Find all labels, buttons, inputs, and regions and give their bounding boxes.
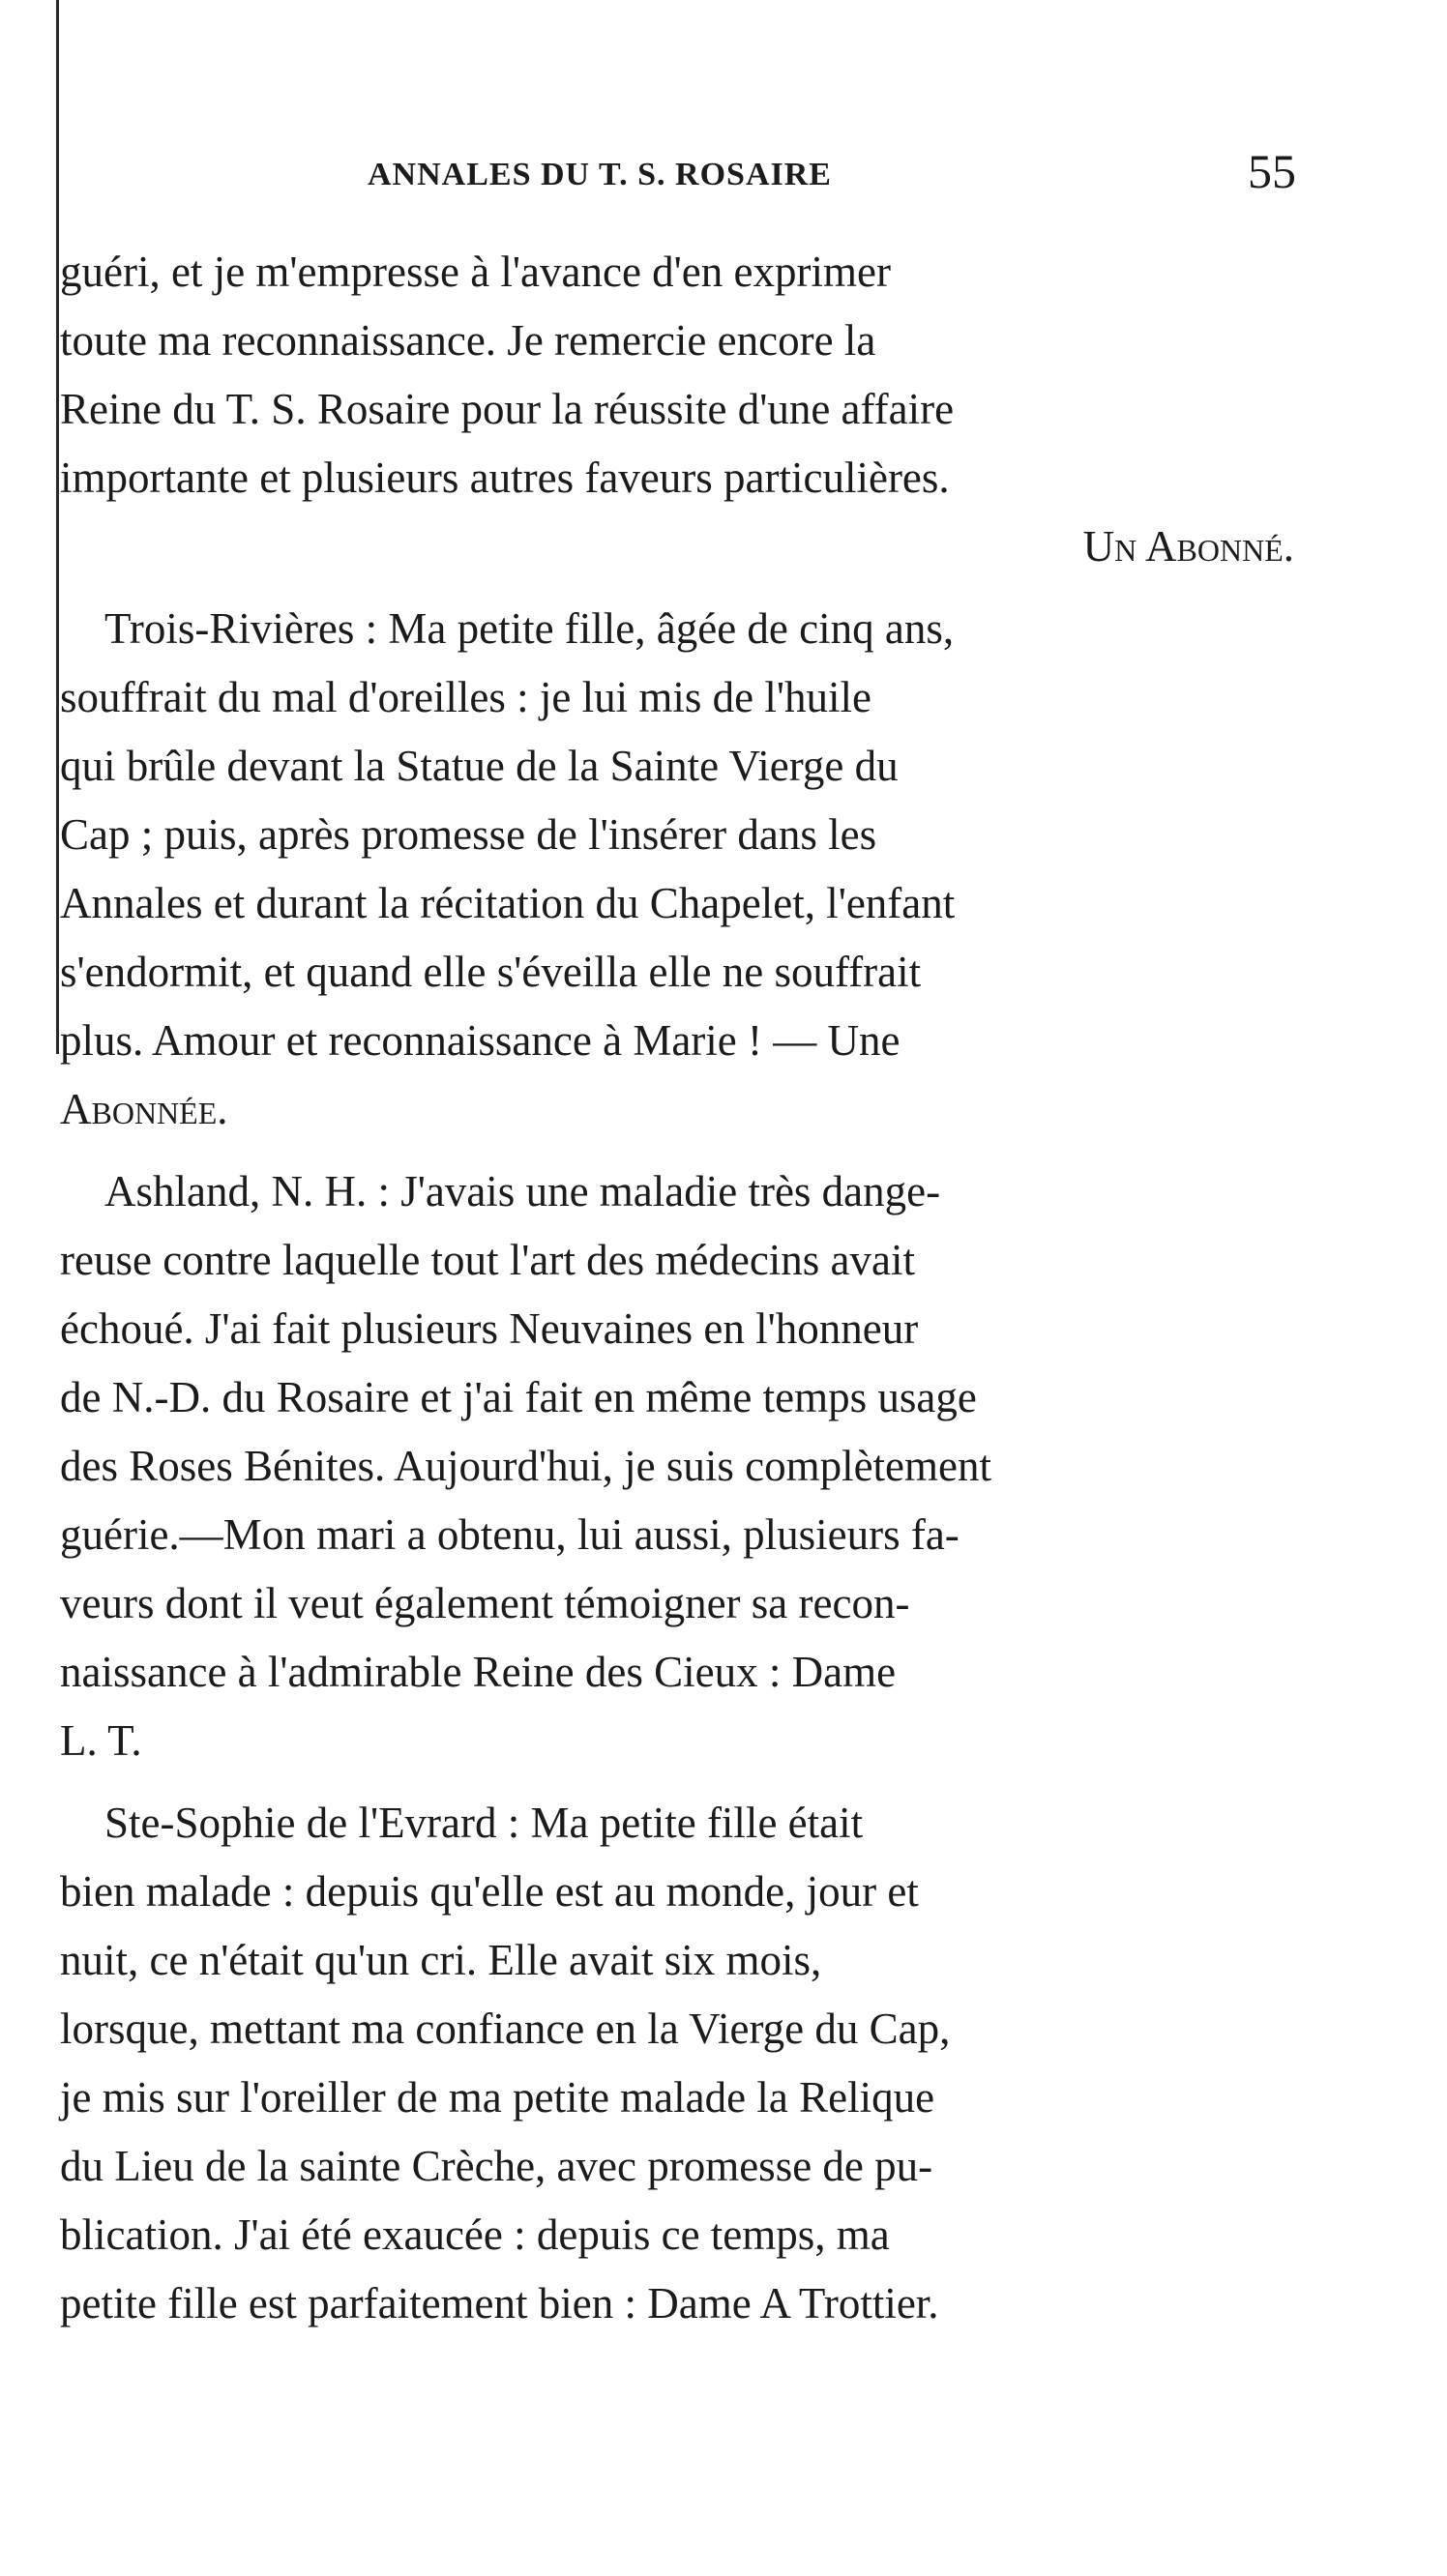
text-line: s'endormit, et quand elle s'éveilla elle ne souffrait: [60, 948, 922, 996]
text-line: Cap ; puis, après promesse de l'insérer dans les: [60, 810, 877, 859]
page-header: [368, 143, 1296, 201]
text-line: reuse contre laquelle tout l'art des médecins avait: [60, 1236, 916, 1284]
signature: Abonnée.: [60, 1085, 228, 1133]
text-line: de N.-D. du Rosaire et j'ai fait en même temps usage: [60, 1373, 977, 1421]
page-number: 55: [1248, 144, 1296, 198]
text-line: nuit, ce n'était qu'un cri. Elle avait six mois,: [60, 1936, 822, 1984]
margin-rule: [56, 0, 59, 1054]
text-line: Ste-Sophie de l'Evrard : Ma petite fille était: [104, 1799, 864, 1847]
testimony-paragraph: [60, 1157, 1294, 1775]
running-title: ANNALES DU T. S. ROSAIRE: [368, 157, 832, 192]
text-line: Reine du T. S. Rosaire pour la réussite d'une affaire: [60, 385, 955, 433]
text-line: Annales et durant la récitation du Chapelet, l'enfant: [60, 879, 956, 927]
text-line: naissance à l'admirable Reine des Cieux : Dame: [60, 1648, 897, 1696]
signature: Un Abonné.: [1082, 522, 1294, 571]
page-body: [60, 238, 1294, 2338]
signature: L. T.: [60, 1716, 142, 1765]
text-line: lorsque, mettant ma confiance en la Vierge du Cap,: [60, 2005, 951, 2053]
text-line: guéri, et je m'empresse à l'avance d'en exprimer: [60, 248, 891, 296]
text-line: qui brûle devant la Statue de la Sainte Vierge du: [60, 742, 899, 790]
testimony-paragraph: [60, 1789, 1294, 2338]
text-line: toute ma reconnaissance. Je remercie encore la: [60, 316, 876, 365]
text-line: guérie.—Mon mari a obtenu, lui aussi, plusieurs fa-: [60, 1510, 960, 1559]
text-line: du Lieu de la sainte Crèche, avec promesse de pu-: [60, 2142, 933, 2190]
testimony-paragraph: [60, 238, 1294, 581]
testimony-paragraph: [60, 595, 1294, 1144]
text-line: Trois-Rivières : Ma petite fille, âgée de cinq ans,: [104, 604, 955, 653]
text-line: je mis sur l'oreiller de ma petite malade la Relique: [60, 2073, 935, 2122]
text-line: bien malade : depuis qu'elle est au monde, jour et: [60, 1867, 919, 1916]
text-line: Ashland, N. H. : J'avais une maladie très dange-: [104, 1167, 941, 1215]
text-line: veurs dont il veut également témoigner sa recon-: [60, 1579, 910, 1627]
text-line: importante et plusieurs autres faveurs particulières.: [60, 454, 950, 502]
text-line: souffrait du mal d'oreilles : je lui mis de l'huile: [60, 673, 871, 721]
text-line: petite fille est parfaitement bien : Dame A Trottier.: [60, 2279, 939, 2327]
text-line: blication. J'ai été exaucée : depuis ce temps, ma: [60, 2210, 890, 2259]
text-line: échoué. J'ai fait plusieurs Neuvaines en l'honneur: [60, 1304, 919, 1353]
text-line: des Roses Bénites. Aujourd'hui, je suis complètement: [60, 1442, 991, 1490]
text-line: plus. Amour et reconnaissance à Marie ! — Une: [60, 1016, 901, 1065]
